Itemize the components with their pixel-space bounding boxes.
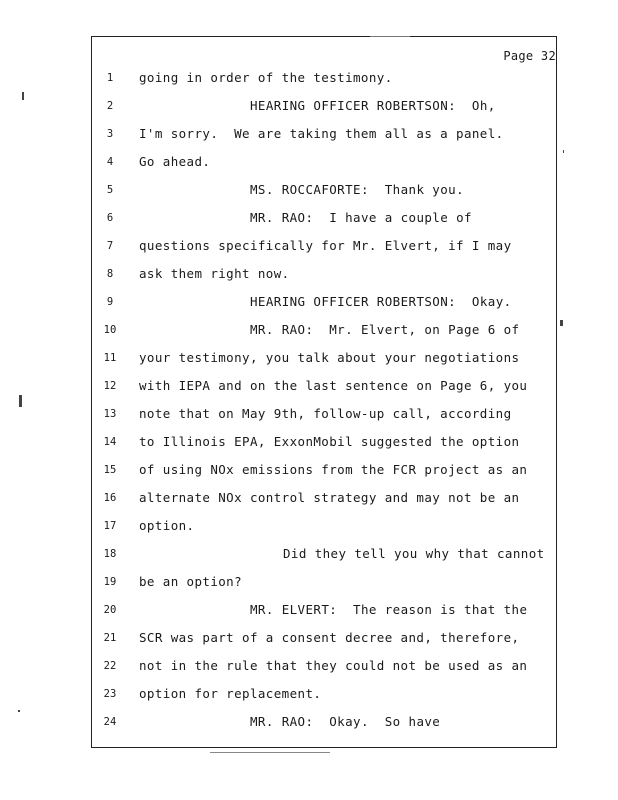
line-text: Go ahead. — [139, 154, 211, 169]
line-number: 15 — [103, 464, 117, 476]
line-number: 1 — [106, 72, 114, 84]
line-text: option. — [139, 518, 195, 533]
transcript-line — [0, 434, 618, 452]
line-number: 8 — [106, 268, 114, 280]
transcript-line — [0, 518, 618, 536]
line-text: questions specifically for Mr. Elvert, if I may — [139, 238, 512, 253]
line-number: 9 — [106, 296, 114, 308]
transcript-line — [0, 602, 618, 620]
line-text: HEARING OFFICER ROBERTSON: Oh, — [250, 98, 496, 113]
transcript-line — [0, 686, 618, 704]
line-text: MR. ELVERT: The reason is that the — [250, 602, 528, 617]
line-text: going in order of the testimony. — [139, 70, 393, 85]
page-number-label: Page 32 — [503, 49, 556, 63]
transcript-line — [0, 714, 618, 732]
transcript-line — [0, 154, 618, 172]
line-text: SCR was part of a consent decree and, therefore, — [139, 630, 520, 645]
line-text: with IEPA and on the last sentence on Page 6, you — [139, 378, 528, 393]
transcript-line — [0, 630, 618, 648]
line-text: not in the rule that they could not be used as an — [139, 658, 528, 673]
line-number: 2 — [106, 100, 114, 112]
line-number: 21 — [103, 632, 117, 644]
line-text: to Illinois EPA, ExxonMobil suggested the option — [139, 434, 520, 449]
transcript-line — [0, 462, 618, 480]
transcript-line — [0, 210, 618, 228]
line-number: 19 — [103, 576, 117, 588]
scan-mark — [19, 395, 22, 407]
scan-mark — [22, 92, 24, 100]
line-text: I'm sorry. We are taking them all as a panel. — [139, 126, 504, 141]
line-number: 10 — [103, 324, 117, 336]
line-number: 14 — [103, 436, 117, 448]
line-number: 3 — [106, 128, 114, 140]
transcript-line — [0, 406, 618, 424]
transcript-line — [0, 546, 618, 564]
transcript-line — [0, 322, 618, 340]
line-text: note that on May 9th, follow-up call, according — [139, 406, 512, 421]
line-text: MR. RAO: I have a couple of — [250, 210, 472, 225]
line-text: option for replacement. — [139, 686, 322, 701]
line-number: 11 — [103, 352, 117, 364]
transcript-line — [0, 98, 618, 116]
scan-mark — [210, 752, 330, 753]
transcript-line — [0, 658, 618, 676]
line-number: 5 — [106, 184, 114, 196]
transcript-line — [0, 266, 618, 284]
transcript-line — [0, 490, 618, 508]
line-text: of using NOx emissions from the FCR project as an — [139, 462, 528, 477]
transcript-line — [0, 378, 618, 396]
line-number: 17 — [103, 520, 117, 532]
transcript-line — [0, 70, 618, 88]
transcript-line — [0, 126, 618, 144]
line-number: 4 — [106, 156, 114, 168]
line-text: alternate NOx control strategy and may not be an — [139, 490, 520, 505]
line-number: 20 — [103, 604, 117, 616]
line-text: ask them right now. — [139, 266, 290, 281]
line-number: 13 — [103, 408, 117, 420]
line-number: 24 — [103, 716, 117, 728]
scan-mark — [563, 150, 564, 153]
line-text: Did they tell you why that cannot — [283, 546, 545, 561]
scan-mark — [370, 36, 410, 37]
transcript-line — [0, 294, 618, 312]
line-text: your testimony, you talk about your negotiations — [139, 350, 520, 365]
transcript-line — [0, 350, 618, 368]
line-text: be an option? — [139, 574, 243, 589]
line-number: 16 — [103, 492, 117, 504]
line-number: 18 — [103, 548, 117, 560]
line-text: MS. ROCCAFORTE: Thank you. — [250, 182, 464, 197]
transcript-line — [0, 574, 618, 592]
transcript-line — [0, 238, 618, 256]
line-number: 12 — [103, 380, 117, 392]
line-number: 22 — [103, 660, 117, 672]
line-text: MR. RAO: Mr. Elvert, on Page 6 of — [250, 322, 520, 337]
line-text: HEARING OFFICER ROBERTSON: Okay. — [250, 294, 512, 309]
line-text: MR. RAO: Okay. So have — [250, 714, 441, 729]
scan-mark — [18, 710, 20, 712]
line-number: 23 — [103, 688, 117, 700]
scan-mark — [560, 320, 563, 326]
line-number: 6 — [106, 212, 114, 224]
line-number: 7 — [106, 240, 114, 252]
transcript-line — [0, 182, 618, 200]
